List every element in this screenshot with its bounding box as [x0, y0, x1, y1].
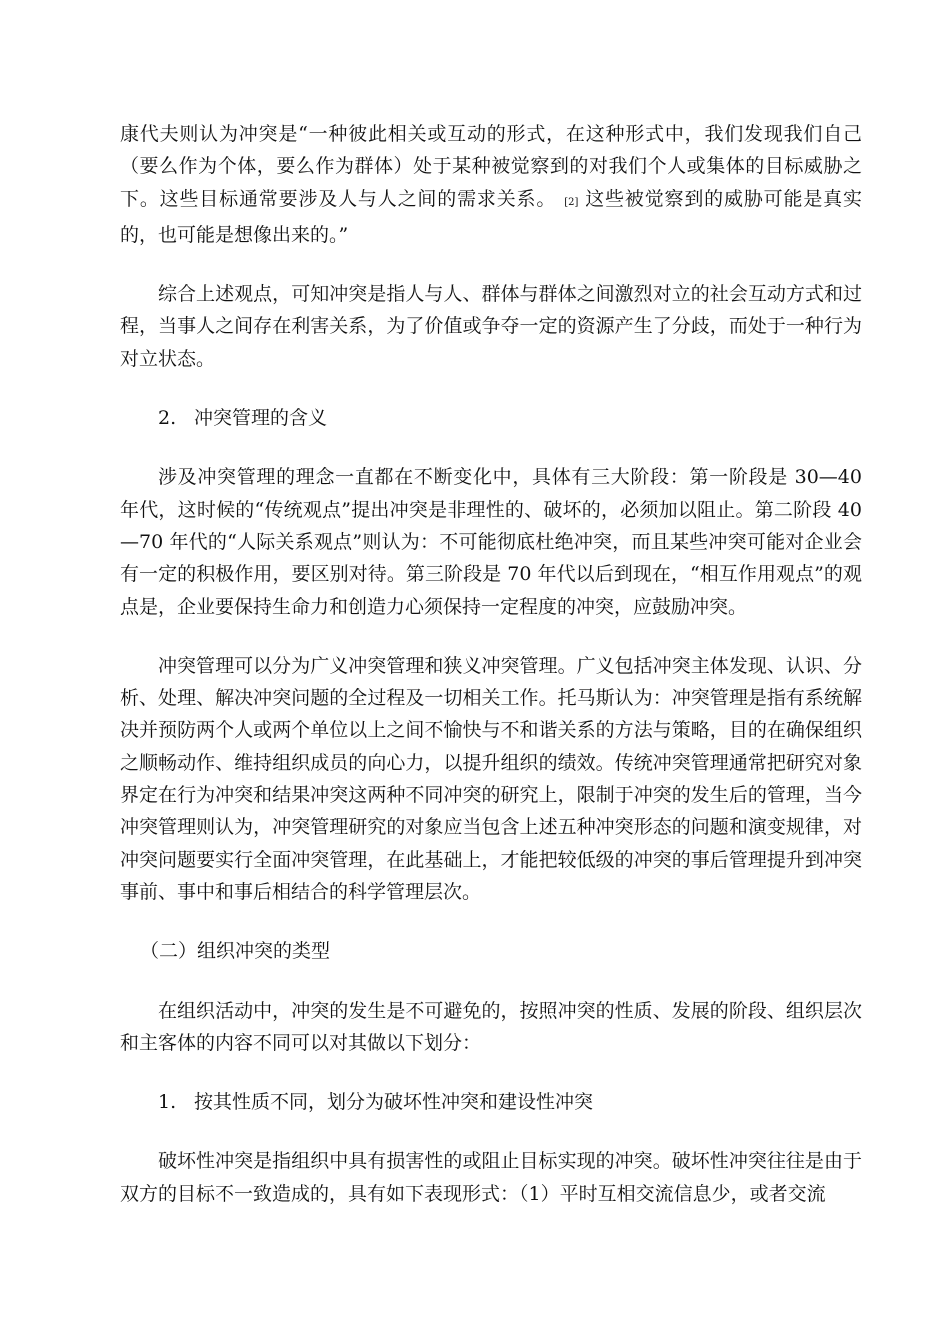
section-heading-by-nature — [120, 1086, 862, 1118]
heading-text: 按其性质不同，划分为破坏性冲突和建设性冲突 — [194, 1091, 594, 1114]
paragraph-definition-quote — [120, 118, 862, 251]
paragraph-text: 这些被觉察到的威胁可能是真实的，也可能是想像出来的。” — [120, 187, 862, 246]
document-body — [120, 118, 862, 1237]
section-heading-conflict-management — [120, 402, 862, 434]
paragraph-summary: 综合上述观点，可知冲突是指人与人、群体与群体之间激烈对立的社会互动方式和过程，当事人之间存在利害关系，为了价值或争夺一定的资源产生了分歧，而处于一种行为对立状态。 — [120, 283, 862, 370]
paragraph-classification-intro: 在组织活动中，冲突的发生是不可避免的，按照冲突的性质、发展的阶段、组织层次和主客体的内容不同可以对其做以下划分： — [120, 999, 862, 1054]
heading-text: 冲突管理的含义 — [194, 407, 328, 430]
citation-marker: [2] — [564, 196, 579, 208]
paragraph-destructive-conflict: 破坏性冲突是指组织中具有损害性的或阻止目标实现的冲突。破坏性冲突往往是由于双方的目标不一致造成的，具有如下表现形式：（1）平时互相交流信息少，或者交流 — [120, 1150, 862, 1205]
paragraph-broad-narrow: 冲突管理可以分为广义冲突管理和狭义冲突管理。广义包括冲突主体发现、认识、分析、处理、解决冲突问题的全过程及一切相关工作。托马斯认为：冲突管理是指有系统解决并预防两个人或两个单位以上之间不愉快与不和谐关系的方法与策略，目的在确保组织之顺畅动作、维持组织成员的向心力，以提升组织的绩效。传统冲突管理通常把研究对象界定在行为冲突和结果冲突这两种不同冲突的研究上，限制于冲突的发生后的管理，当今冲突管理则认为，冲突管理研究的对象应当包含上述五种冲突形态的问题和演变规律，对冲突问题要实行全面冲突管理，在此基础上，才能把较低级的冲突的事后管理提升到冲突事前、事中和事后相结合的科学管理层次。 — [120, 654, 862, 903]
paragraph-stages: 涉及冲突管理的理念一直都在不断变化中，具体有三大阶段：第一阶段是 30—40 年代，这时候的“传统观点”提出冲突是非理性的、破坏的，必须加以阻止。第二阶段 40—70 年代的“人际关系观点”则认为：不可能彻底杜绝冲突，而且某些冲突可能对企业会有一定的积极作用，要区别对待。第三阶段是 70 年代以后到现在，“相互作用观点”的观点是，企业要保持生命力和创造力心须保持一定程度的冲突，应鼓励冲突。 — [120, 466, 862, 618]
paragraph-text: 康代夫则认为冲突是“一种彼此相关或互动的形式，在这种形式中，我们发现我们自己（要么作为个体，要么作为群体）处于某种被觉察到的对我们个人或集体的目标威胁之下。这些目标通常要涉及人与人之间的需求关系。 — [120, 123, 862, 210]
heading-number: 2. — [158, 407, 177, 430]
section-heading-conflict-types: （二）组织冲突的类型 — [140, 940, 331, 963]
heading-number: 1. — [158, 1091, 177, 1114]
